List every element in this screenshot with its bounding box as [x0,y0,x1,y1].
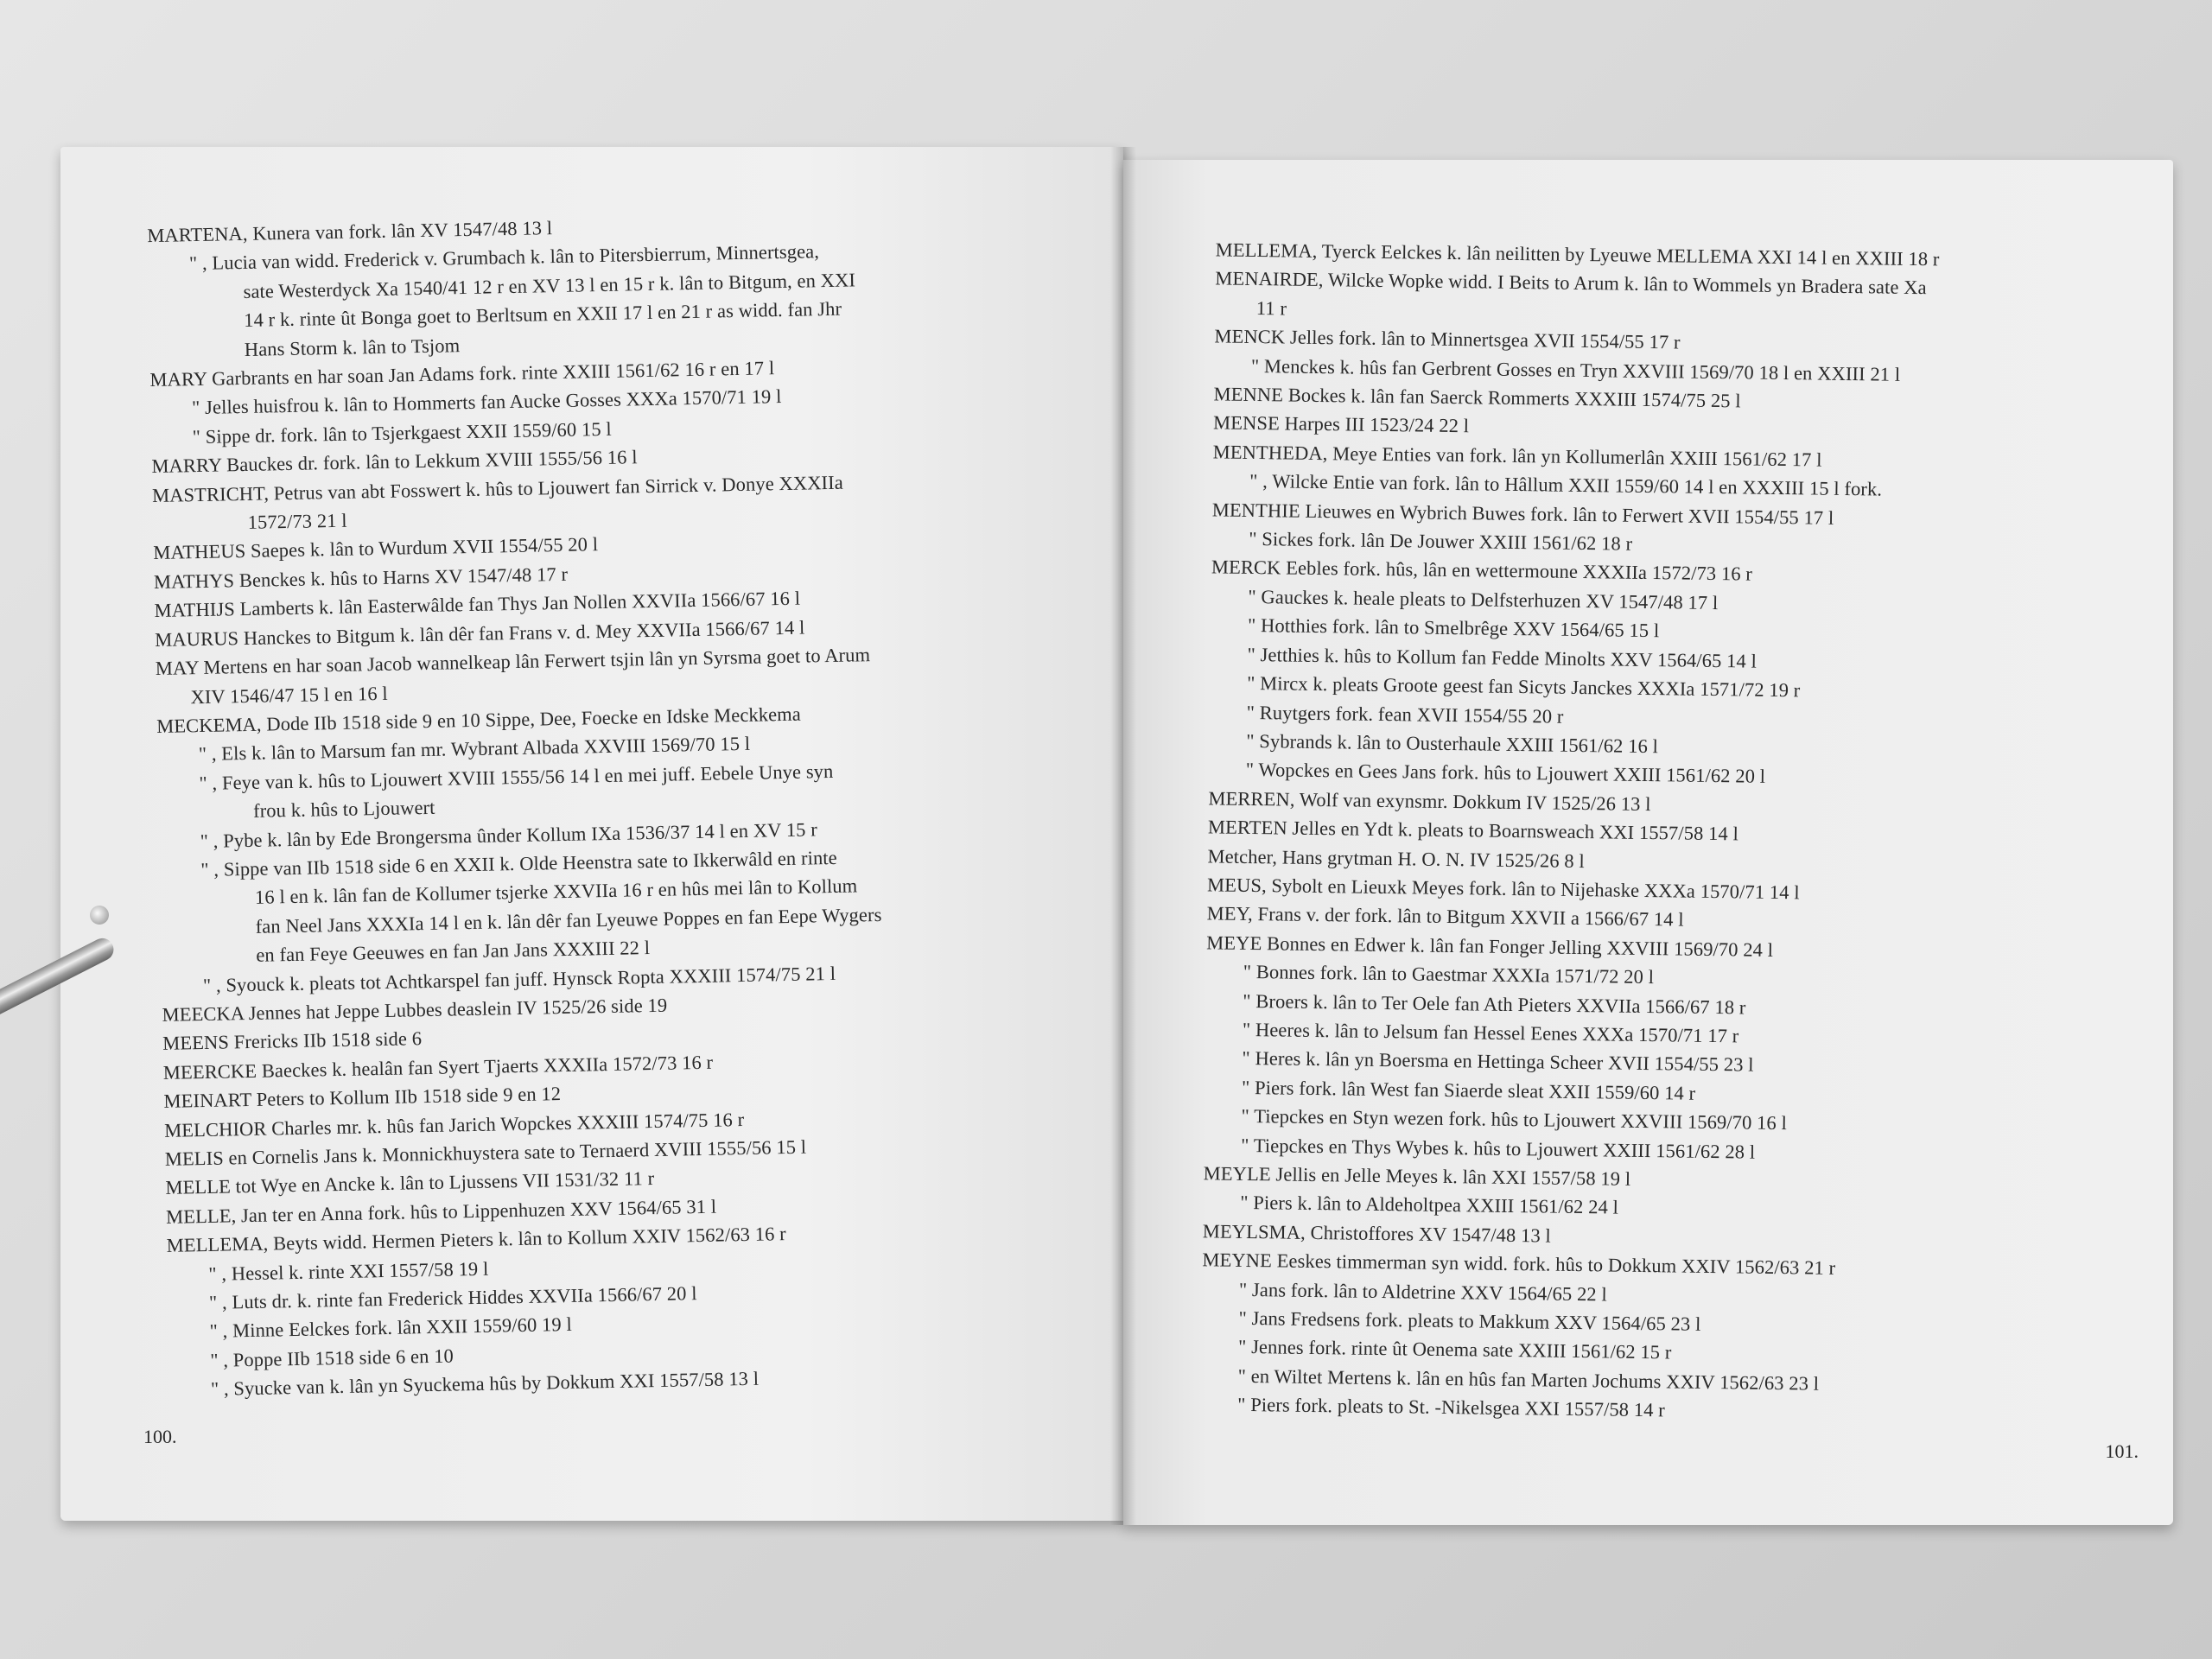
index-line: Hans Storm k. lân to Tsjom [244,334,461,360]
index-line: MERTEN Jelles en Ydt k. pleats to Boarnsweach XXI 1557/58 14 l [1207,816,1739,845]
index-line: " Menckes k. hûs fan Gerbrent Gosses en Tryn XXVIII 1569/70 18 l en XXIII 21 l [1250,354,1901,385]
index-line: MAY Mertens en har soan Jacob wannelkeap lân Ferwert tsjin lân yn Syrsma goet to Arum [155,644,871,680]
index-line: MEERCKE Baeckes k. healân fan Syert Tjaerts XXXIIa 1572/73 16 r [162,1051,714,1084]
left-page-entries [60,202,1123,1406]
index-line: 16 l en k. lân fan de Kollumer tsjerke XXVIIa 16 r en hûs mei lân to Kollum [254,874,858,909]
index-line: MEY, Frans v. der fork. lân to Bitgum XXVII a 1566/67 14 l [1206,902,1684,931]
index-line: " Bonnes fork. lân to Gaestmar XXXIa 1571/72 20 l [1243,961,1655,988]
index-line: MEYNE Eeskes timmerman syn widd. fork. hûs to Dokkum XXIV 1562/63 21 r [1202,1249,1836,1280]
index-line: MATHEUS Saepes k. lân to Wurdum XVII 1554/55 20 l [153,533,599,564]
left-page-number: 100. [143,1426,177,1447]
index-line: " , Syouck k. pleats tot Achtkarspel fan juff. Hynsck Ropta XXXIII 1574/75 21 l [202,962,836,996]
index-line: " Sickes fork. lân De Jouwer XXIII 1561/62 18 r [1249,527,1633,555]
index-line: MARTENA, Kunera van fork. lân XV 1547/48 13 l [147,217,553,247]
index-line: MENTHEDA, Meye Enties van fork. lân yn Kollumerlân XXIII 1561/62 17 l [1212,441,1822,471]
index-line: " Jetthies k. hûs to Kollum fan Fedde Minolts XXV 1564/65 14 l [1247,643,1758,672]
right-page [1123,160,2173,1525]
index-line: MEYLSMA, Christoffores XV 1547/48 13 l [1202,1220,1552,1247]
index-line: " Piers k. lân to Aldeholtpea XXIII 1561/62 24 l [1240,1192,1619,1219]
index-line: " , Els k. lân to Marsum fan mr. Wybrant Albada XXVIII 1569/70 15 l [198,733,751,766]
index-line: " , Feye van k. hûs to Ljouwert XVIII 1555/56 14 l en mei juff. Eebele Unye syn [199,760,834,794]
index-line: MERREN, Wolf van exynsmr. Dokkum IV 1525/26 13 l [1208,787,1651,815]
index-line: " , Poppe IIb 1518 side 6 en 10 [210,1344,454,1371]
index-line: MENCK Jelles fork. lân to Minnertsgea XVII 1554/55 17 r [1214,325,1681,353]
index-line: MELLE tot Wye en Ancke k. lân to Ljussens VII 1531/32 11 r [165,1167,655,1199]
index-line: MAURUS Hanckes to Bitgum k. lân dêr fan Frans v. d. Mey XXVIIa 1566/67 14 l [155,616,805,651]
index-line: " Jans fork. lân to Aldetrine XXV 1564/65 22 l [1238,1278,1607,1306]
index-line: " Jans Fredsens fork. pleats to Makkum XXV 1564/65 23 l [1238,1306,1701,1335]
index-line: MEENS Frericks IIb 1518 side 6 [162,1027,423,1055]
index-line: MELLE, Jan ter en Anna fork. hûs to Lippenhuzen XXV 1564/65 31 l [165,1195,717,1228]
index-line: MENNE Bockes k. lân fan Saerck Rommerts XXXIII 1574/75 25 l [1213,383,1741,412]
index-line: " , Hessel k. rinte XXI 1557/58 19 l [208,1257,489,1285]
index-line: MATHIJS Lamberts k. lân Easterwâlde fan Thys Jan Nollen XXVIIa 1566/67 16 l [154,587,801,622]
index-line: MEYE Bonnes en Edwer k. lân fan Fonger Jelling XXVIII 1569/70 24 l [1206,931,1774,961]
index-line: MERCK Eebles fork. hûs, lân en wettermoune XXXIIa 1572/73 16 r [1211,556,1753,586]
index-line: sate Westerdyck Xa 1540/41 12 r en XV 13 l en 15 r k. lân to Bitgum, en XXI [243,269,856,302]
index-line: en fan Feye Geeuwes en fan Jan Jans XXXIII 22 l [256,937,651,966]
index-line: " , Pybe k. lân by Ede Brongersma ûnder Kollum IXa 1536/37 14 l en XV 15 r [200,817,818,852]
index-line: " , Syucke van k. lân yn Syuckema hûs by Dokkum XXI 1557/58 13 l [210,1367,760,1401]
index-line: MENAIRDE, Wilcke Wopke widd. I Beits to Arum k. lân to Wommels yn Bradera sate Xa [1215,267,1927,299]
index-line: " Piers fork. pleats to St. -Nikelsgea XXI 1557/58 14 r [1237,1394,1666,1421]
index-line: XIV 1546/47 15 l en 16 l [190,682,388,708]
index-line: " , Luts dr. k. rinte fan Frederick Hiddes XXVIIa 1566/67 20 l [208,1282,697,1313]
index-line: " Heeres k. lân to Jelsum fan Hessel Eenes XXXa 1570/71 17 r [1242,1018,1739,1047]
index-line: MELLEMA, Beyts widd. Hermen Pieters k. lân to Kollum XXIV 1562/63 16 r [166,1223,786,1257]
index-line: " , Wilcke Entie van fork. lân to Hâllum XXII 1559/60 14 l en XXXIII 15 l fork. [1249,470,1883,500]
index-line: MELIS en Cornelis Jans k. Monnickhuystera sate to Ternaerd XVIII 1555/56 15 l [164,1135,807,1170]
index-line: 14 r k. rinte ût Bonga goet to Berltsum en XXII 17 l en 21 r as widd. fan Jhr [243,297,842,332]
index-line: " Tiepckes en Thys Wybes k. hûs to Ljouwert XXIII 1561/62 28 l [1241,1134,1756,1163]
index-line: " Heres k. lân yn Boersma en Hettinga Scheer XVII 1554/55 23 l [1242,1047,1754,1077]
index-line: " Tiepckes en Styn wezen fork. hûs to Ljouwert XXVIII 1569/70 16 l [1241,1105,1788,1135]
index-line: " Hotthies fork. lân to Smelbrêge XXV 1564/65 15 l [1247,614,1660,642]
index-line: " Mircx k. pleats Groote geest fan Sicyts Janckes XXXIa 1571/72 19 r [1247,672,1801,702]
index-line: MECKEMA, Dode IIb 1518 side 9 en 10 Sippe, Dee, Foecke en Idske Meckkema [156,702,802,737]
index-line: " Broers k. lân to Ter Oele fan Ath Pieters XXVIIa 1566/67 18 r [1243,989,1746,1019]
index-line: 1572/73 21 l [247,509,347,533]
index-line: MEYLE Jellis en Jelle Meyes k. lân XXI 1557/58 19 l [1203,1162,1631,1190]
index-line: 11 r [1255,296,1287,320]
index-line: " en Wiltet Mertens k. lân en hûs fan Marten Jochums XXIV 1562/63 23 l [1237,1364,1820,1395]
index-line: MATHYS Benckes k. hûs to Harns XV 1547/48 17 r [153,563,569,593]
index-line: MELCHIOR Charles mr. k. hûs fan Jarich Wopckes XXXIII 1574/75 16 r [163,1108,745,1141]
index-line: " Jennes fork. rinte ût Oenema sate XXIII 1561/62 15 r [1237,1336,1672,1363]
index-line: " , Lucia van widd. Frederick v. Grumbach k. lân to Pitersbierrum, Minnertsgea, [188,240,820,275]
index-line: " Piers fork. lân West fan Siaerde sleat XXII 1559/60 14 r [1241,1076,1696,1104]
index-line: MENTHIE Lieuwes en Wybrich Buwes fork. lân to Ferwert XVII 1554/55 17 l [1211,499,1834,529]
right-page-number: 101. [2105,1440,2139,1462]
right-page-entries [1123,234,2173,1431]
book-gutter [1110,147,1136,1525]
index-line: MARRY Bauckes dr. fork. lân to Lekkum XVIII 1555/56 16 l [151,446,638,478]
index-line: " Gauckes k. heale pleats to Delfsterhuzen XV 1547/48 17 l [1248,585,1719,613]
index-line: " Sippe dr. fork. lân to Tsjerkgaest XXII 1559/60 15 l [192,417,612,448]
index-line: " , Minne Eelckes fork. lân XXII 1559/60 19 l [209,1313,573,1343]
index-line: MARY Garbrants en har soan Jan Adams fork. rinte XXIII 1561/62 16 r en 17 l [149,357,775,391]
left-page [60,147,1123,1521]
index-line: MEINART Peters to Kollum IIb 1518 side 9 en 12 [163,1083,562,1113]
index-line: MELLEMA, Tyerck Eelckes k. lân neilitten by Lyeuwe MELLEMA XXI 14 l en XXIII 18 r [1215,238,1940,270]
index-line: MEUS, Sybolt en Lieuxk Meyes fork. lân to Nijehaske XXXa 1570/71 14 l [1206,874,1800,904]
index-line: Metcher, Hans grytman H. O. N. IV 1525/26 8 l [1207,844,1585,872]
index-line: " Sybrands k. lân to Ousterhaule XXIII 1561/62 16 l [1246,729,1659,758]
index-line: frou k. hûs to Ljouwert [252,796,435,822]
pen-tip-icon [90,906,109,925]
index-line: MASTRICHT, Petrus van abt Fosswert k. hûs to Ljouwert fan Sirrick v. Donye XXXIIa [151,471,844,506]
index-line: " , Sippe van IIb 1518 side 6 en XXII k. Olde Heenstra sate to Ikkerwâld en rinte [200,846,837,880]
index-line: " Wopckes en Gees Jans fork. hûs to Ljouwert XXIII 1561/62 20 l [1245,759,1766,788]
index-line: " Ruytgers fork. fean XVII 1554/55 20 r [1246,701,1564,728]
index-line: fan Neel Jans XXXIa 14 l en k. lân dêr fan Lyeuwe Poppes en fan Eepe Wygers [255,903,882,938]
index-line: MEECKA Jennes hat Jeppe Lubbes deaslein IV 1525/26 side 19 [162,994,668,1026]
index-line: " Jelles huisfrou k. lân to Hommerts fan Aucke Gosses XXXa 1570/71 19 l [191,385,782,419]
index-line: MENSE Harpes III 1523/24 22 l [1212,411,1470,437]
